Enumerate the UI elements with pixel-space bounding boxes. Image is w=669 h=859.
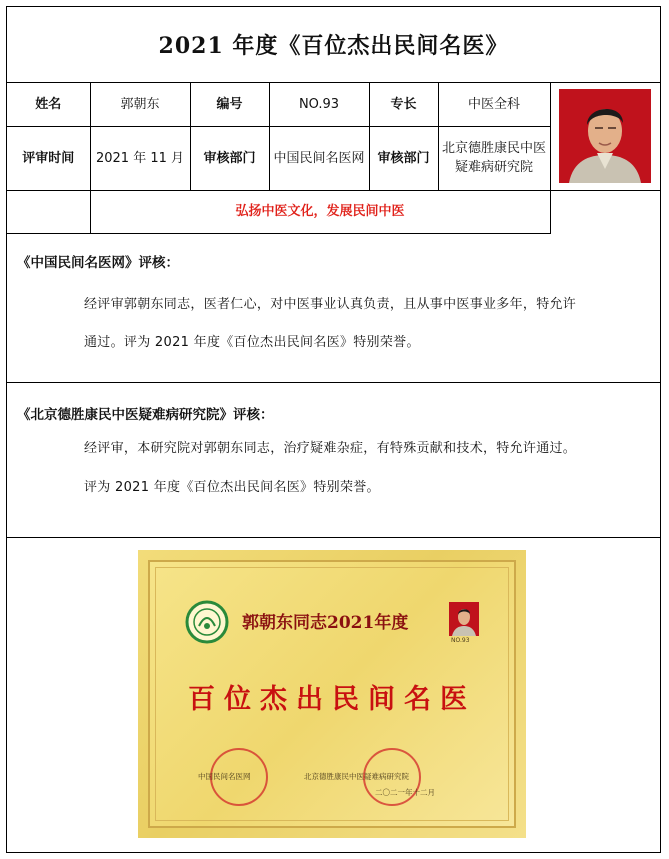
- reviewer-value-1: 中国民间名医网: [269, 126, 369, 190]
- portrait-cell: [550, 83, 660, 190]
- review1-line2: 通过。评为 2021 年度《百位杰出民间名医》特别荣誉。: [84, 335, 420, 350]
- review-section-1: [7, 236, 660, 383]
- slogan-empty-cell: [7, 190, 90, 233]
- review-time-value: 2021 年 11 月: [90, 126, 190, 190]
- reviewer-label-2: 审核部门: [369, 126, 438, 190]
- review2-heading: 《北京德胜康民中医疑难病研究院》评核：: [17, 407, 274, 423]
- name-label: 姓名: [7, 83, 90, 126]
- info-table: [7, 83, 660, 234]
- blank-cell: [550, 190, 660, 233]
- issuer-right: 北京德胜康民中医疑难病研究院: [304, 772, 409, 781]
- logo-emblem-icon: [185, 600, 229, 644]
- reviewer-value-2: 北京德胜康民中医疑难病研究院: [438, 126, 550, 190]
- specialty-label: 专长: [369, 83, 438, 126]
- issuer-left: 中国民间名医网: [198, 772, 251, 781]
- document-title: 2021 年度《百位杰出民间名医》: [7, 7, 660, 83]
- certificate-date: 二〇二一年十二月: [375, 788, 435, 797]
- number-label: 编号: [190, 83, 269, 126]
- number-value: NO.93: [269, 83, 369, 126]
- certificate-heading: 郭朝东同志2021年度: [242, 613, 409, 633]
- review1-line1: 经评审郭朝东同志，医者仁心，对中医事业认真负责，且从事中医事业多年，特允许: [84, 297, 577, 312]
- certificate-title: 百位杰出民间名医: [188, 684, 476, 715]
- name-value: 郭朝东: [90, 83, 190, 126]
- certificate-portrait: [449, 602, 479, 636]
- review-section-2: [7, 383, 660, 538]
- specialty-value: 中医全科: [438, 83, 550, 126]
- review1-heading: 《中国民间名医网》评核：: [17, 255, 179, 271]
- certificate-image: [138, 550, 526, 838]
- doctor-portrait: [559, 89, 651, 183]
- slogan: 弘扬中医文化，发展民间中医: [90, 190, 550, 233]
- reviewer-label-1: 审核部门: [190, 126, 269, 190]
- review2-line1: 经评审，本研究院对郭朝东同志，治疗疑难杂症，有特殊贡献和技术，特允许通过。: [84, 441, 577, 456]
- certificate-photo-number: NO.93: [451, 637, 470, 644]
- award-sheet: [6, 6, 661, 853]
- review2-line2: 评为 2021 年度《百位杰出民间名医》特别荣誉。: [84, 480, 380, 495]
- review-time-label: 评审时间: [7, 126, 90, 190]
